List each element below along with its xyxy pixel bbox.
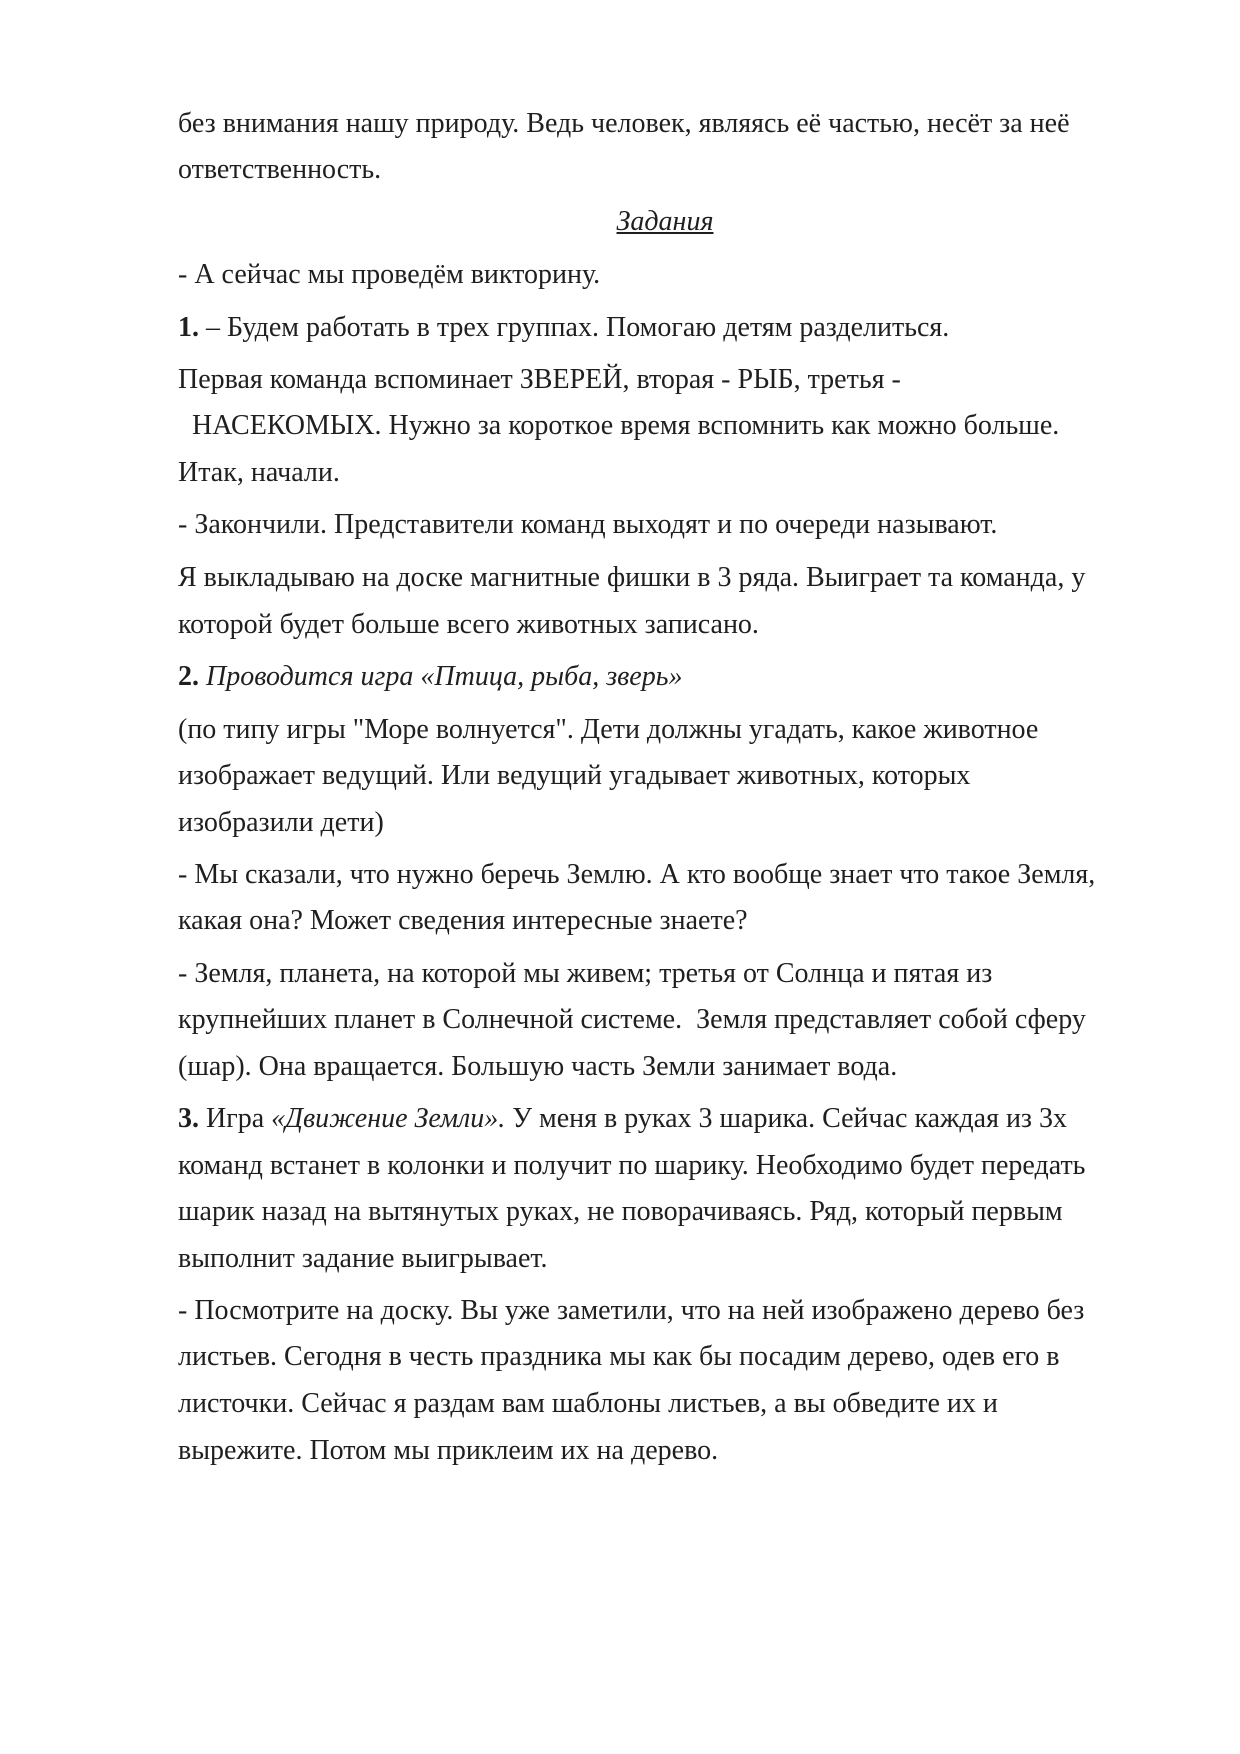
task-2-text: Проводится игра «Птица, рыба, зверь»	[199, 661, 683, 692]
paragraph-line: - Закончили. Представители команд выходят и по очереди называют.	[178, 509, 998, 540]
paragraph-line: изображает ведущий. Или ведущий угадывает животных, которых	[178, 760, 971, 791]
task-1-line	[178, 314, 1138, 342]
paragraph-line: - Земля, планета, на которой мы живем; третья от Солнца и пятая из	[178, 958, 993, 989]
task-1-text: – Будем работать в трех группах. Помогаю детям разделиться.	[199, 312, 950, 343]
paragraph-line: - Посмотрите на доску. Вы уже заметили, что на ней изображено дерево без	[178, 1295, 1085, 1326]
paragraph-line: - А сейчас мы проведём викторину.	[178, 259, 601, 290]
paragraph-line: какая она? Может сведения интересные знаете?	[178, 905, 748, 936]
task-3-line	[178, 1105, 1138, 1133]
task-3-prefix: Игра	[199, 1103, 272, 1134]
paragraph-line: (шар). Она вращается. Большую часть Земли занимает вода.	[178, 1051, 898, 1082]
paragraph-line: вырежите. Потом мы приклеим их на дерево.	[178, 1435, 719, 1466]
task-1-number: 1.	[178, 312, 199, 343]
paragraph-line: шарик назад на вытянутых руках, не поворачиваясь. Ряд, который первым	[178, 1196, 1063, 1227]
paragraph-line: НАСЕКОМЫХ. Нужно за короткое время вспомнить как можно больше.	[178, 410, 1060, 441]
task-3-title: «Движение Земли».	[271, 1103, 506, 1134]
paragraph-line: Первая команда вспоминает ЗВЕРЕЙ, вторая - РЫБ, третья -	[178, 364, 901, 395]
task-2-number: 2.	[178, 661, 199, 692]
paragraph-line: без внимания нашу природу. Ведь человек, являясь её частью, несёт за неё	[178, 108, 1070, 139]
paragraph-line: выполнит задание выигрывает.	[178, 1243, 548, 1274]
task-3-number: 3.	[178, 1103, 199, 1134]
task-2-line	[178, 663, 1138, 691]
paragraph-line: Итак, начали.	[178, 457, 340, 488]
paragraph-line: команд встанет в колонки и получит по шарику. Необходимо будет передать	[178, 1150, 1086, 1181]
paragraph-line: Я выкладываю на доске магнитные фишки в 3 ряда. Выиграет та команда, у	[178, 562, 1086, 593]
paragraph-line: крупнейших планет в Солнечной системе. Земля представляет собой сферу	[178, 1004, 1086, 1035]
paragraph-line: изобразили дети)	[178, 807, 384, 838]
paragraph-line: которой будет больше всего животных записано.	[178, 609, 759, 640]
paragraph-line: листьев. Сегодня в честь праздника мы как бы посадим дерево, одев его в	[178, 1341, 1060, 1372]
section-heading: Задания	[616, 206, 714, 237]
paragraph-line: - Мы сказали, что нужно беречь Землю. А кто вообще знает что такое Земля,	[178, 859, 1096, 890]
task-3-text: У меня в руках 3 шарика. Сейчас каждая из 3х	[505, 1103, 1067, 1134]
paragraph-line: ответственность.	[178, 154, 382, 185]
paragraph-line: (по типу игры "Море волнуется". Дети должны угадать, какое животное	[178, 714, 1039, 745]
paragraph-line: листочки. Сейчас я раздам вам шаблоны листьев, а вы обведите их и	[178, 1388, 998, 1419]
